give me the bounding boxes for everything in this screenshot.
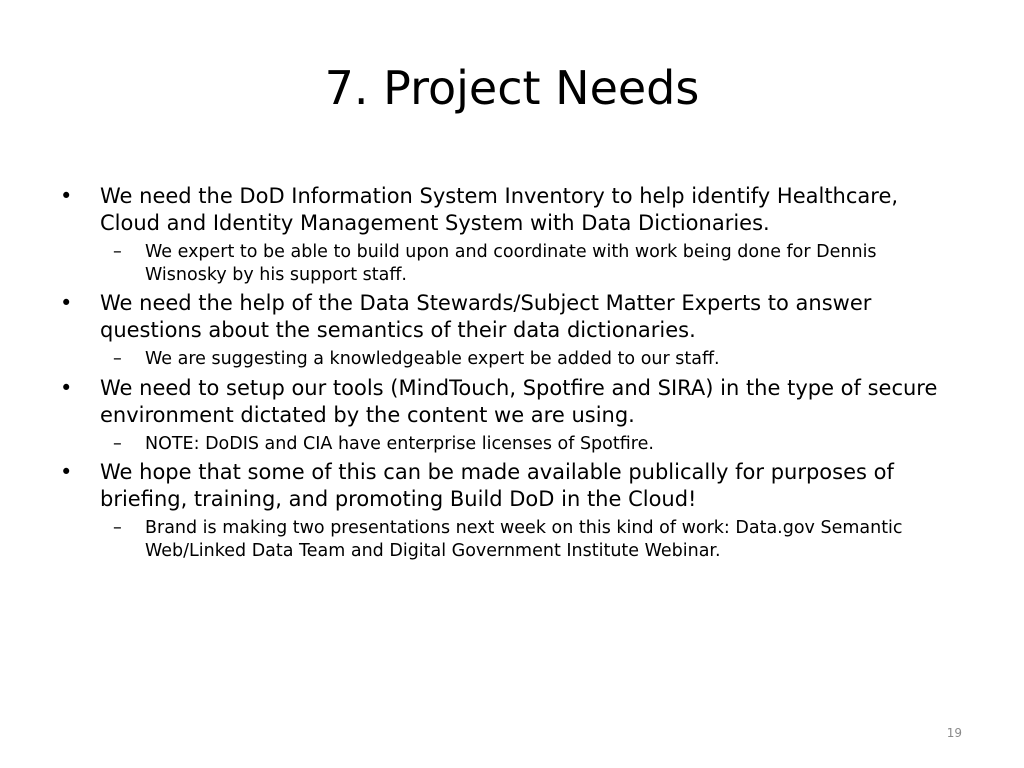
bullet-text: We need the DoD Information System Inventory to help identify Healthcare, Cloud and Identity Management System with Data Dictionaries. — [100, 184, 899, 235]
dash-marker: – — [113, 349, 122, 369]
sub-bullet-list — [100, 241, 960, 286]
bullet-item — [60, 183, 960, 286]
bullet-list — [60, 183, 960, 562]
bullet-item — [60, 375, 960, 456]
bullet-marker: • — [60, 184, 73, 208]
sub-bullet-item — [100, 348, 960, 371]
sub-bullet-item — [100, 241, 960, 286]
dash-marker: – — [113, 242, 122, 262]
sub-bullet-text: Brand is making two presentations next week on this kind of work: Data.gov Semantic Web/Linked Data Team and Digital Government Institute Webinar. — [145, 518, 903, 561]
sub-bullet-text: We are suggesting a knowledgeable expert be added to our staff. — [145, 349, 720, 369]
sub-bullet-item — [100, 517, 960, 562]
bullet-text: We need the help of the Data Stewards/Subject Matter Experts to answer questions about the semantics of their data dictionaries. — [100, 291, 872, 342]
sub-bullet-item — [100, 433, 960, 456]
bullet-item — [60, 290, 960, 371]
dash-marker: – — [113, 518, 122, 538]
slide-title: 7. Project Needs — [324, 61, 700, 115]
bullet-item — [60, 459, 960, 562]
bullet-marker: • — [60, 460, 73, 484]
sub-bullet-text: We expert to be able to build upon and coordinate with work being done for Dennis Wisnosky by his support staff. — [145, 242, 877, 285]
sub-bullet-list — [100, 517, 960, 562]
bullet-text: We hope that some of this can be made available publically for purposes of briefing, training, and promoting Build DoD in the Cloud! — [100, 460, 894, 511]
bullet-marker: • — [60, 291, 73, 315]
dash-marker: – — [113, 433, 122, 454]
page-number: 19 — [946, 726, 962, 740]
bullet-marker: • — [60, 375, 73, 400]
bullet-text: We need to setup our tools (MindTouch, Spotfire and SIRA) in the type of secure environment dictated by the content we are using. — [100, 375, 938, 427]
sub-bullet-list — [100, 348, 960, 371]
slide-body — [60, 183, 960, 566]
sub-bullet-text: NOTE: DoDIS and CIA have enterprise licenses of Spotfire. — [145, 433, 654, 454]
sub-bullet-list — [100, 433, 960, 456]
